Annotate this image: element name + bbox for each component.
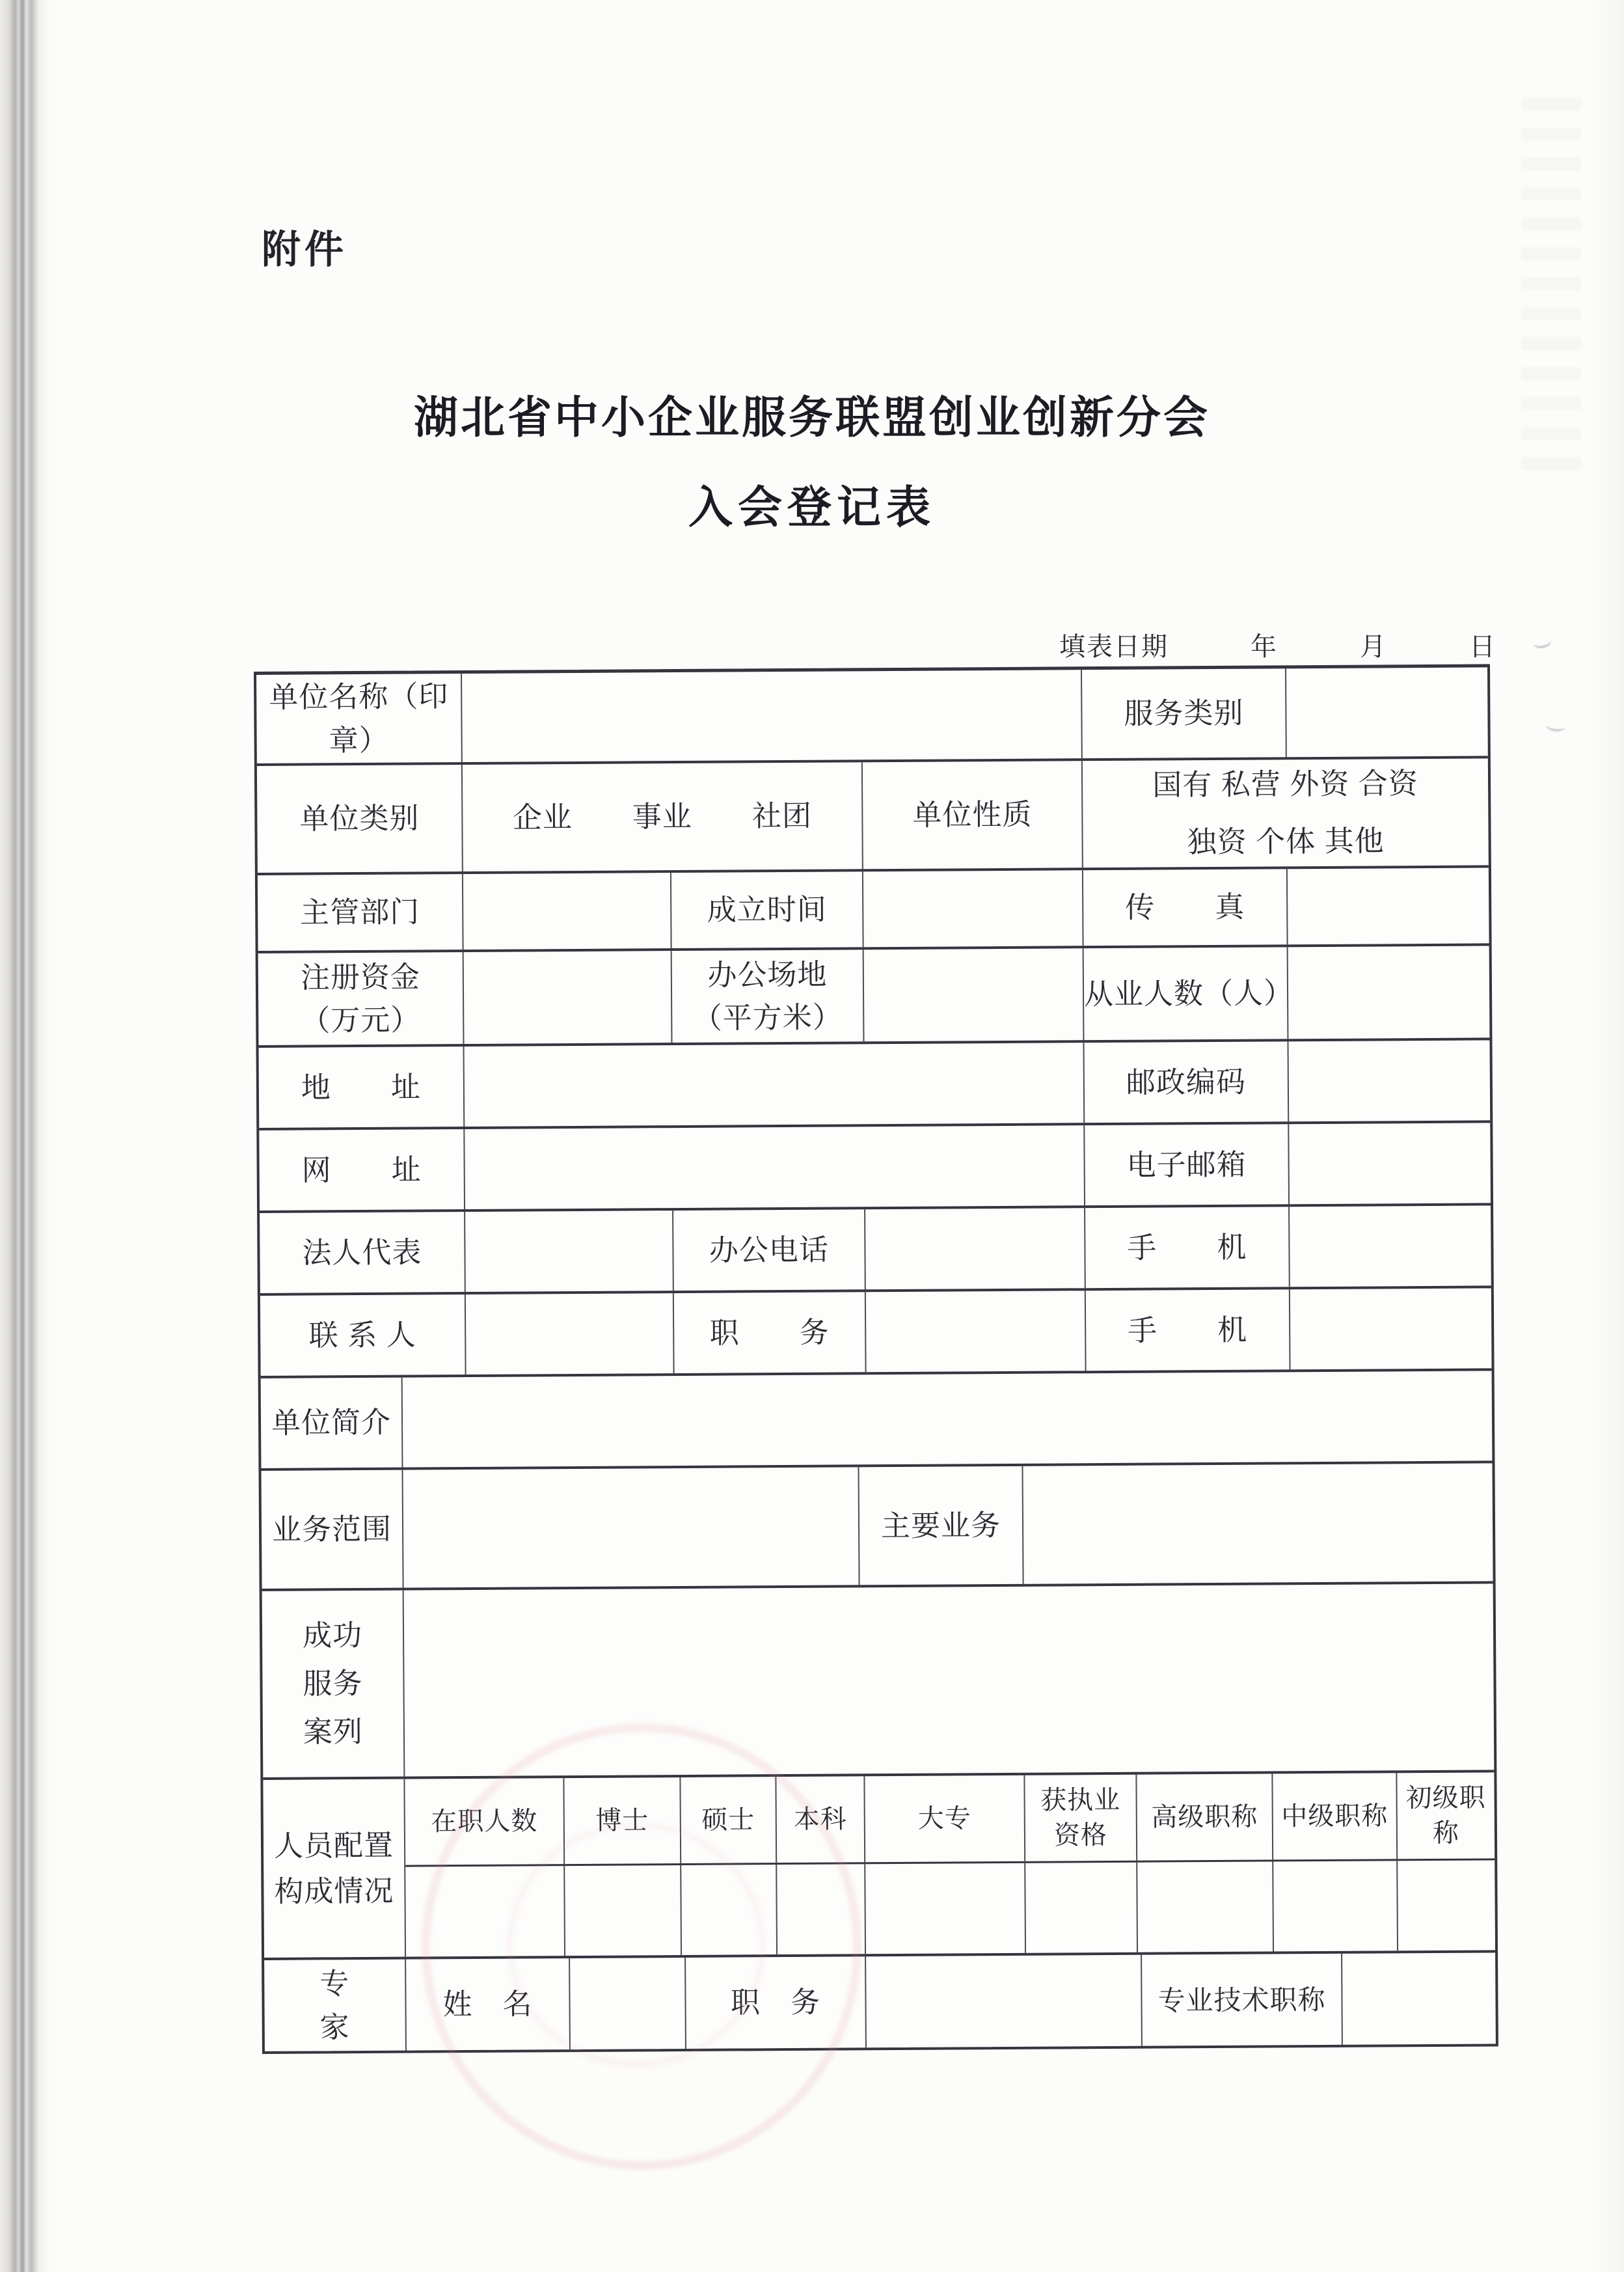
junior-title-header: 初级职称 (1405, 1783, 1486, 1848)
scan-mark-artifact (1532, 634, 1552, 650)
mid-title-value (1273, 1861, 1398, 1951)
main-business-label: 主要业务 (859, 1466, 1023, 1585)
postal-code-label: 邮政编码 (1085, 1041, 1290, 1123)
row-contact (260, 1288, 1492, 1378)
license-header: 获执业 资格 (1025, 1775, 1137, 1861)
registered-capital-label: 注册资金 （万元） (258, 952, 465, 1045)
row-supervisor (258, 868, 1489, 953)
postal-code-value (1289, 1040, 1491, 1121)
expert-title-value (1342, 1952, 1496, 2044)
associate-header: 大专 (865, 1775, 1025, 1863)
registration-form-table (254, 664, 1498, 2054)
headcount-value (405, 1866, 565, 1956)
address-label: 地 址 (259, 1047, 465, 1128)
expert-name-value (570, 1958, 686, 2049)
success-cases-label: 成功 服务 案列 (262, 1591, 405, 1777)
unit-type-label: 单位类别 (257, 765, 463, 873)
contact-position-value (866, 1291, 1087, 1372)
contact-position-label: 职 务 (674, 1292, 867, 1373)
registered-capital-value (464, 951, 673, 1044)
expert-position-value (866, 1955, 1143, 2048)
binding-edge-artifact (0, 0, 62, 2272)
senior-title-value (1137, 1861, 1274, 1952)
business-scope-value (403, 1467, 859, 1587)
email-label: 电子邮箱 (1085, 1124, 1290, 1205)
office-phone-label: 办公电话 (673, 1209, 866, 1291)
fax-value (1288, 868, 1489, 944)
staffing-label: 人员配置 构成情况 (263, 1779, 406, 1958)
attachment-label: 附件 (262, 228, 347, 271)
row-website (259, 1123, 1491, 1213)
unit-nature-options: 国有 私营 外资 合资 独资 个体 其他 (1152, 767, 1418, 859)
page-edge-shade (1585, 0, 1624, 2272)
founding-time-value (863, 870, 1084, 947)
contact-value (466, 1293, 675, 1375)
row-legal-rep (260, 1205, 1491, 1296)
email-value (1289, 1123, 1491, 1204)
expert-title-label: 专业技术职称 (1142, 1954, 1343, 2046)
legal-rep-value (465, 1211, 674, 1292)
contact-mobile-label: 手 机 (1086, 1289, 1291, 1371)
service-category-label: 服务类别 (1082, 668, 1287, 758)
employee-count-label: 从业人数（人） (1084, 947, 1289, 1040)
website-label: 网 址 (259, 1129, 465, 1211)
expert-label: 专 家 (264, 1960, 407, 2051)
success-cases-value (404, 1583, 1495, 1776)
junior-title-value (1398, 1860, 1495, 1950)
row-unit-name (256, 667, 1488, 766)
contact-label: 联 系 人 (260, 1294, 467, 1376)
bachelor-header: 本科 (776, 1776, 865, 1863)
row-business-scope (262, 1463, 1493, 1591)
phd-value (565, 1865, 682, 1956)
staffing-value-row (405, 1860, 1495, 1956)
employee-count-value (1288, 946, 1490, 1039)
legal-rep-mobile-label: 手 机 (1085, 1207, 1290, 1288)
office-phone-value (865, 1208, 1086, 1289)
supervisor-label: 主管部门 (258, 874, 464, 951)
unit-name-label: 单位名称（印章） (256, 674, 463, 763)
row-unit-type (257, 758, 1489, 875)
row-address (259, 1040, 1491, 1130)
contact-mobile-value (1290, 1288, 1492, 1369)
form-title-line2: 入会登记表 (688, 483, 936, 532)
associate-value (865, 1863, 1026, 1954)
senior-title-header: 高级职称 (1137, 1773, 1273, 1860)
row-success-cases (262, 1583, 1495, 1780)
legal-rep-label: 法人代表 (260, 1212, 466, 1293)
service-category-value (1286, 667, 1488, 757)
expert-name-label: 姓 名 (406, 1958, 571, 2051)
unit-nature-label: 单位性质 (863, 761, 1083, 869)
unit-profile-value (403, 1371, 1493, 1467)
unit-name-value (462, 670, 1083, 762)
unit-profile-label: 单位简介 (261, 1378, 403, 1468)
scan-bleedthrough-artifact (1521, 98, 1581, 475)
license-value (1025, 1863, 1138, 1953)
form-title-line1: 湖北省中小企业服务联盟创业创新分会 (413, 393, 1210, 443)
phd-header: 博士 (564, 1777, 681, 1864)
staffing-header-row (405, 1772, 1495, 1867)
main-business-value (1023, 1463, 1493, 1583)
headcount-header: 在职人数 (405, 1778, 565, 1865)
business-scope-label: 业务范围 (262, 1470, 404, 1589)
mid-title-header: 中级职称 (1273, 1773, 1398, 1859)
scan-mark-artifact (1545, 719, 1566, 732)
row-unit-profile (261, 1371, 1493, 1471)
bachelor-value (777, 1864, 866, 1954)
address-value (465, 1043, 1085, 1127)
office-space-value (864, 948, 1085, 1041)
fax-label: 传 真 (1083, 869, 1288, 946)
founding-time-label: 成立时间 (671, 871, 864, 948)
legal-rep-mobile-value (1290, 1205, 1491, 1287)
master-header: 硕士 (681, 1777, 777, 1863)
office-space-label: 办公场地 （平方米） (672, 950, 865, 1043)
expert-position-label: 职 务 (686, 1956, 867, 2049)
website-value (465, 1125, 1085, 1209)
unit-type-options: 企业 事业 社团 (463, 762, 863, 871)
supervisor-value (463, 873, 672, 950)
row-expert (264, 1952, 1496, 2051)
row-staffing (263, 1772, 1495, 1960)
row-registered-capital (258, 946, 1490, 1048)
master-value (681, 1865, 778, 1955)
fill-date-line: 填表日期 年 月 日 (1059, 633, 1496, 661)
